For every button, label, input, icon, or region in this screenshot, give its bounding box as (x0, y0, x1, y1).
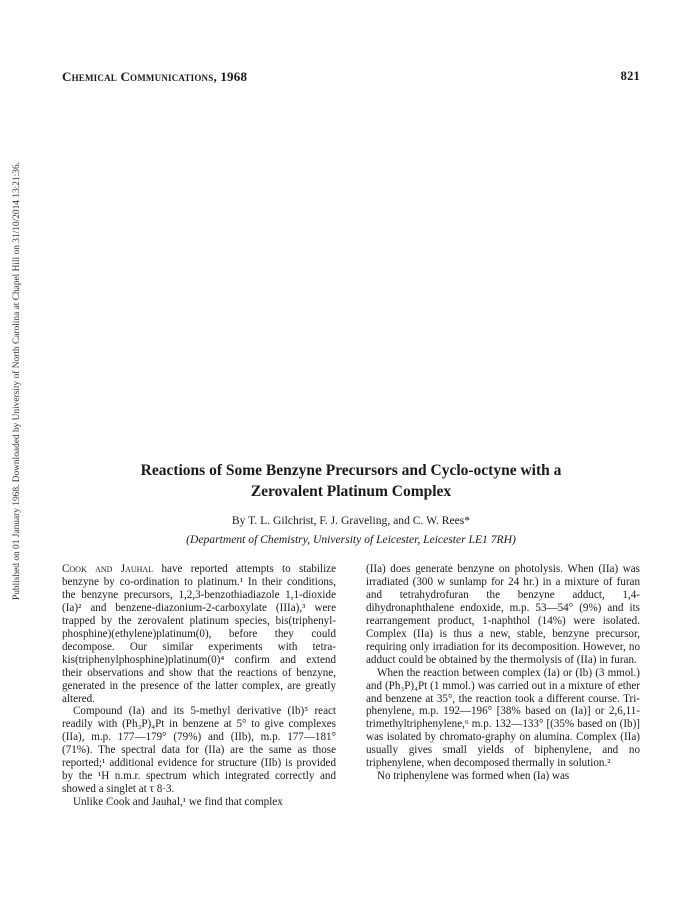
title-line-1: Reactions of Some Benzyne Precursors and Cyclo-octyne with a (140, 462, 562, 479)
paragraph: Unlike Cook and Jauhal,¹ we find that complex (73, 796, 283, 809)
download-notice-text: Published on 01 January 1968. Downloaded by University of North Carolina at Chapel Hill on 31/10/2014 13:21:36. (12, 162, 22, 600)
author-line: By T. L. Gilchrist, F. J. Graveling, and C. W. Rees* (231, 514, 471, 527)
lead-authors: Cook and Jauhal (62, 563, 154, 575)
affiliation-line: (Department of Chemistry, University of Leicester, Leicester LE1 7RH) (186, 533, 516, 546)
paragraph-text: have reported attempts to stabilize benzyne by co-ordination to platinum.¹ In their conditions, the benzyne precursors, 1,2,3-benzothiadiazole 1,1-dioxide (Ia)² and benzene-diazonium-2-carboxylate (IIIa),³ were trapped by the zerovalent platinum species, bis(triphenyl-phosphine)(ethylene)platinum(0), before they could decompose. Our similar experiments with tetra-kis(triphenylphosphine)platinum(0)⁴ confirm and extend their observations and show that the reactions of benzyne, generated in the presence of the latter complex, are greatly altered. (62, 563, 336, 705)
running-header (62, 69, 640, 85)
right-column (366, 563, 640, 783)
paragraph: (IIa) does generate benzyne on photolysis. When (IIa) was irradiated (300 w sunlamp for 24 hr.) in a mixture of furan and tetrahydrofuran the benzyne adduct, 1,4-dihydronaphthalene endoxide, m.p. 53—54° (9%) and its rearrangement product, 1-naphthol (14%) were isolated. Complex (IIa) is thus a new, stable, benzyne precursor, requiring only irradiation for its decomposition. However, no adduct could be obtained by the thermolysis of (IIa) in furan. (366, 563, 640, 666)
page-number: 821 (620, 69, 640, 83)
article-title (62, 460, 640, 502)
paragraph: No triphenylene was formed when (Ia) was (377, 770, 570, 783)
title-line-2: Zerovalent Platinum Complex (250, 483, 452, 500)
paragraph: Compound (Ia) and its 5-methyl derivative (Ib)⁵ react readily with (Ph₃P)₄Pt in benzene at 5° to give complexes (IIa), m.p. 177—179° (79%) and (IIb), m.p. 177—181° (71%). The spectral data for (IIa) are the same as those reported;¹ additional evidence for structure (IIb) is provided by the ¹H n.m.r. spectrum which integrated correctly and showed a singlet at τ 8·3. (62, 705, 336, 796)
paragraph (62, 563, 336, 705)
download-watermark (2, 80, 22, 600)
journal-name: Chemical Communications, 1968 (62, 69, 248, 84)
left-column (62, 563, 336, 809)
paragraph: When the reaction between complex (Ia) or (Ib) (3 mmol.) and (Ph₃P)₄Pt (1 mmol.) was carried out in a mixture of ether and benzene at 35°, the reaction took a different course. Tri-phenylene, m.p. 192—196° [38% based on (Ia)] or 2,6,11-trimethyltriphenylene,⁶ m.p. 132—133° [(35% based on (Ib)] was isolated by chromato-graphy on alumina. Complex (IIa) usually gives small yields of biphenylene, and no triphenylene, when decomposed thermally in solution.² (366, 666, 640, 770)
